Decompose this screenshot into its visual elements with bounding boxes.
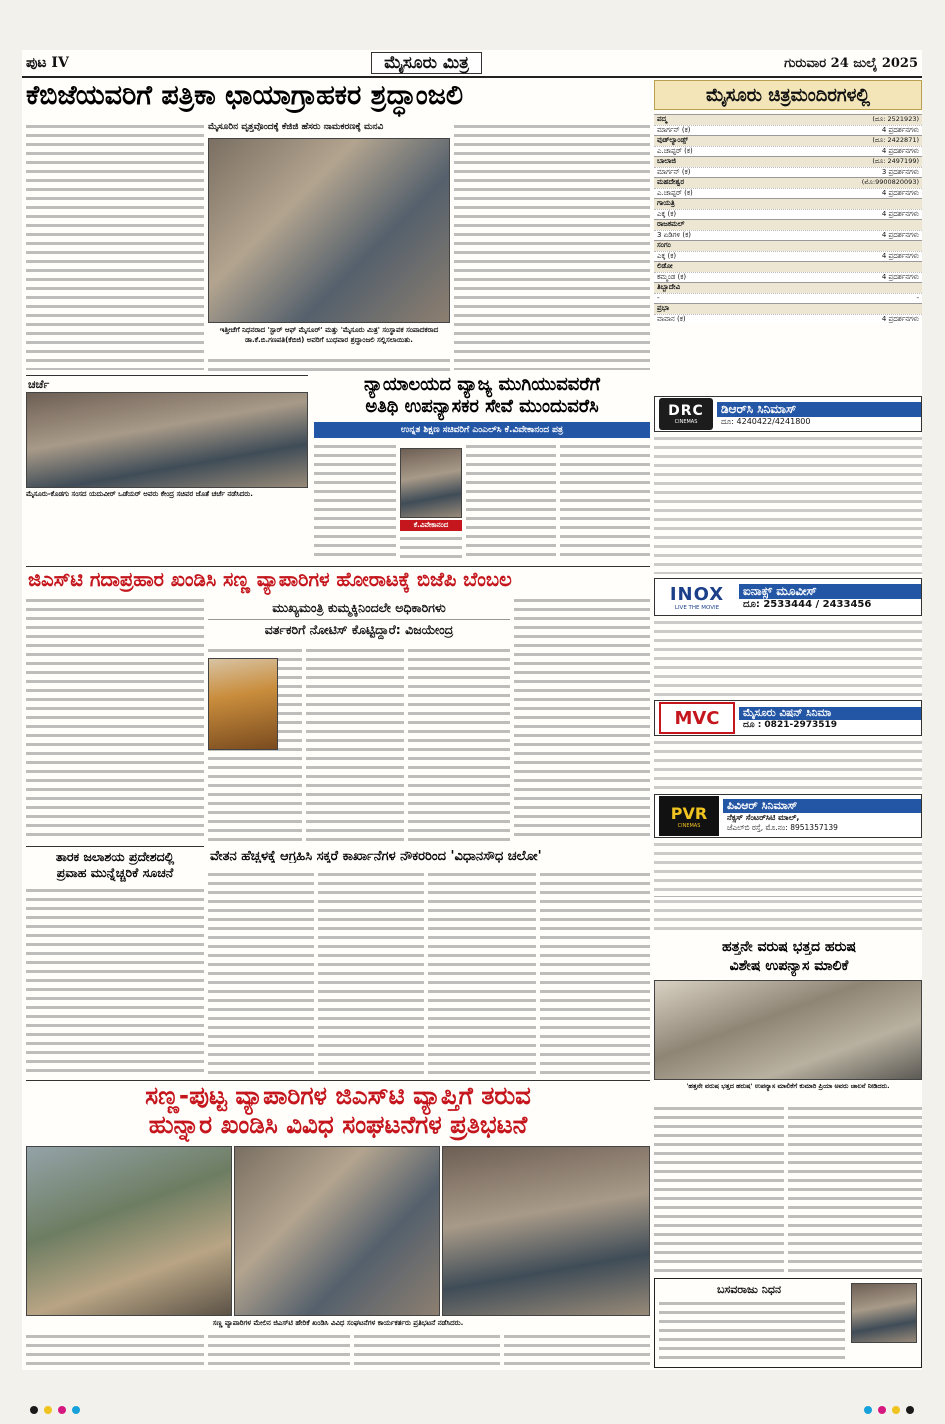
drc-banner bbox=[654, 396, 922, 432]
story1-body-mid bbox=[208, 356, 450, 372]
drc-showtimes bbox=[654, 434, 922, 574]
cinema-show-row: ಎ.ಚಾಪ್ಟರ್ (ಕ) 4 ಪ್ರದರ್ಶನಗಳು bbox=[654, 188, 922, 199]
story7-body-1 bbox=[654, 1104, 784, 1274]
mvc-banner bbox=[654, 700, 922, 736]
page-header bbox=[22, 50, 922, 78]
story6-photo-2 bbox=[234, 1146, 440, 1316]
cinema-theatre-name: ಸಂಗಂ bbox=[654, 240, 922, 251]
obituary-box bbox=[654, 1278, 922, 1368]
story5-body-4 bbox=[540, 870, 650, 1076]
cinema-theatre bbox=[654, 282, 922, 303]
story2-strap: ಉನ್ನತ ಶಿಕ್ಷಣ ಸಚಿವರಿಗೆ ಎಂಎಲ್‌ಸಿ ಕೆ.ವಿವೇಕಾನಂದ ಪತ್ರ bbox=[314, 422, 650, 438]
story2-body-3 bbox=[466, 442, 556, 562]
story1-caption: ಇತ್ತೀಚೆಗೆ ನಿಧನರಾದ 'ಸ್ಟಾರ್ ಆಫ್ ಮೈಸೂರ್' ಮತ್ತು 'ಮೈಸೂರು ಮಿತ್ರ' ಸಂಸ್ಥಾಪಕ ಸಂಪಾದಕರಾದ ಡಾ.ಕೆ.ಬಿ.ಗಣಪತಿ(ಕೆಬಿಜಿ) ಅವರಿಗೆ ಬುಧವಾರ ಶ್ರದ್ಧಾಂಜಲಿ ಸಲ್ಲಿಸಲಾಯಿತು. bbox=[219, 326, 439, 344]
cinema-show-row: ಎಕ್ಕ (ಕ) 4 ಪ್ರದರ್ಶನಗಳು bbox=[654, 209, 922, 220]
drc-name: ಡಿಆರ್‌ಸಿ ಸಿನಿಮಾಸ್ bbox=[717, 402, 921, 417]
story4-headline-1: ತಾರಕ ಜಲಾಶಯ ಪ್ರದೇಶದಲ್ಲಿ bbox=[55, 849, 175, 864]
inox-name: ಐನಾಕ್ಸ್ ಮೂವೀಸ್ bbox=[739, 584, 921, 599]
cinema-theatre-name: ತಿಬ್ಬಾದೇವಿ bbox=[654, 282, 922, 293]
cinema-show-row: ಮಾರ್ಗನ್ (ಕ) 4 ಪ್ರದರ್ಶನಗಳು bbox=[654, 125, 922, 136]
cinema-theatre bbox=[654, 156, 922, 177]
story7-headline-2: ವಿಶೇಷ ಉಪನ್ಯಾಸ ಮಾಲಿಕೆ bbox=[729, 958, 849, 974]
story1-headline: ಕೆಬಿಜೆಯವರಿಗೆ ಪತ್ರಿಕಾ ಛಾಯಾಗ್ರಾಹಕರ ಶ್ರದ್ಧಾಂಜಲಿ bbox=[26, 80, 464, 111]
mvc-phone: ದೂ : 0821-2973519 bbox=[743, 719, 838, 730]
inox-logo: INOX LIVE THE MOVIE bbox=[669, 583, 725, 611]
drc-phone: ದೂ: 4240422/4241800 bbox=[721, 416, 811, 426]
rule bbox=[26, 375, 308, 376]
story4-headline-2: ಪ್ರವಾಹ ಮುನ್ನೆಚ್ಚರಿಕೆ ಸೂಚನೆ bbox=[56, 864, 174, 880]
newspaper-page bbox=[22, 50, 922, 1370]
cinema-theatre-name: ಬಾಲಾಜಿ (ದೂ: 2497199) bbox=[654, 156, 922, 167]
story1-body-right bbox=[454, 122, 650, 370]
story5-headline: ವೇತನ ಹೆಚ್ಚಳಕ್ಕೆ ಆಗ್ರಹಿಸಿ ಸಕ್ಕರೆ ಕಾರ್ಖಾನೆಗಳ ನೌಕರರಿಂದ 'ವಿಧಾನಸೌಧ ಚಲೋ' bbox=[210, 850, 542, 863]
pvr-showtimes bbox=[654, 840, 922, 894]
story7-photo bbox=[654, 980, 922, 1080]
cinema-show-row: 3 ಏಡಿಗಳಿ (ಕ) 4 ಪ್ರದರ್ಶನಗಳು bbox=[654, 230, 922, 241]
inox-phone: ದೂ: 2533444 / 2433456 bbox=[743, 599, 872, 610]
obituary-body bbox=[659, 1299, 845, 1363]
pvr-name: ಪಿವಿಆರ್ ಸಿನಿಮಾಸ್ bbox=[723, 799, 921, 813]
cinema-theatre bbox=[654, 177, 922, 198]
story3-body-3 bbox=[306, 646, 404, 842]
cinema-show-row: - - bbox=[654, 293, 922, 304]
story1-body-left bbox=[26, 122, 204, 370]
story7-body-2 bbox=[788, 1104, 922, 1274]
cinema-show-row: ಎ.ಚಾಪ್ಟರ್ (ಕ) 4 ಪ್ರದರ್ಶನಗಳು bbox=[654, 146, 922, 157]
story1-photo bbox=[208, 138, 450, 323]
cinema-theatre bbox=[654, 240, 922, 261]
story2-body-2 bbox=[400, 534, 462, 562]
cinema-show-row: ಎಕ್ಕ (ಕ) 4 ಪ್ರದರ್ಶನಗಳು bbox=[654, 251, 922, 262]
story3-photo bbox=[208, 658, 278, 750]
cinema-show-row: ವಾವಾನ (ಕ) 4 ಪ್ರದರ್ಶನಗಳು bbox=[654, 314, 922, 325]
cinema-note bbox=[654, 896, 922, 936]
cinema-show-row: ಕಮ್ಮಂಡ (ಕ) 4 ಪ್ರದರ್ಶನಗಳು bbox=[654, 272, 922, 283]
cinema-theatre bbox=[654, 219, 922, 240]
charche-photo bbox=[26, 392, 308, 488]
cinema-theatre-name: ಪದ್ಮ (ದೂ: 2521923) bbox=[654, 114, 922, 125]
story5-body-2 bbox=[318, 870, 424, 1076]
story3-body-1 bbox=[26, 596, 204, 842]
cinema-theatre-name: ಮಹದೇಶ್ವರ (ಮೊ:9900820093) bbox=[654, 177, 922, 188]
masthead: ಮೈಸೂರು ಮಿತ್ರ bbox=[371, 52, 482, 74]
story6-body-2 bbox=[208, 1332, 350, 1368]
pvr-phone: ಜೆಎಲ್‌ಬಿ ರಸ್ತೆ, ಮೊ.ನಂ: 8951357139 bbox=[727, 823, 838, 832]
story4-body bbox=[26, 886, 204, 1076]
story3-headline: ಜಿಎಸ್‌ಟಿ ಗದಾಪ್ರಹಾರ ಖಂಡಿಸಿ ಸಣ್ಣ ವ್ಯಾಪಾರಿಗಳ ಹೋರಾಟಕ್ಕೆ ಬಿಜೆಪಿ ಬೆಂಬಲ bbox=[28, 568, 512, 591]
inox-showtimes bbox=[654, 618, 922, 698]
story5-body-1 bbox=[208, 870, 314, 1076]
story2-headline-2: ಅತಿಥಿ ಉಪನ್ಯಾಸಕರ ಸೇವೆ ಮುಂದುವರೆಸಿ bbox=[365, 396, 599, 417]
story6-photo-3 bbox=[442, 1146, 650, 1316]
story6-caption: ಸಣ್ಣ ವ್ಯಾಪಾರಿಗಳ ಮೇಲಿನ ಜಿಎಸ್‌ಟಿ ಹೇರಿಕೆ ಖಂಡಿಸಿ ವಿವಿಧ ಸಂಘಟನೆಗಳ ಕಾರ್ಯಕರ್ತರು ಪ್ರತಿಭಟನೆ ನಡೆಸಿದರು. bbox=[212, 1319, 464, 1327]
page-number: ಪುಟ IV bbox=[26, 55, 69, 71]
story7-headline-1: ಹತ್ತನೇ ವರುಷ ಭತ್ತದ ಹರುಷ bbox=[722, 939, 856, 955]
story6-body-1 bbox=[26, 1332, 204, 1368]
cinema-list bbox=[654, 114, 922, 394]
story6-headline-2: ಹುನ್ನಾರ ಖಂಡಿಸಿ ವಿವಿಧ ಸಂಘಟನೆಗಳ ಪ್ರತಿಭಟನೆ bbox=[148, 1110, 528, 1139]
story3-body-4 bbox=[408, 646, 510, 842]
cinema-theatre-name: ವುಡ್‌ಲ್ಯಾಂಡ್ಸ್ (ದೂ: 2422871) bbox=[654, 135, 922, 146]
charche-caption: ಮೈಸೂರು-ಕೊಡಗು ಸಂಸದ ಯದುವೀರ್ ಒಡೆಯರ್ ಅವರು ಕೇಂದ್ರ ಸಚಿವರ ಜೊತೆ ಚರ್ಚೆ ನಡೆಸಿದರು. bbox=[26, 490, 253, 498]
registration-dots-left bbox=[30, 1406, 80, 1414]
cinema-theatre-name: ಪ್ರಭಾ bbox=[654, 303, 922, 314]
mvc-name: ಮೈಸೂರು ವಿಷನ್ ಸಿನಿಮಾ bbox=[739, 707, 921, 720]
pvr-banner bbox=[654, 794, 922, 838]
story2-photo bbox=[400, 448, 462, 518]
cinema-theatre-name: ಗಾಯತ್ರಿ bbox=[654, 198, 922, 209]
rule bbox=[26, 566, 650, 567]
registration-dots-right bbox=[864, 1406, 914, 1414]
story1-photo-title: ಮೈಸೂರಿನ ವೃತ್ತವೊಂದಕ್ಕೆ ಕೆಜಿಜಿ ಹೆಸರು ನಾಮಕರಣಕ್ಕೆ ಮನವಿ bbox=[208, 122, 384, 132]
story3-deck-2: ವರ್ತಕರಿಗೆ ನೋಟಿಸ್ ಕೊಟ್ಟಿದ್ದಾರೆ: ವಿಜಯೇಂದ್ರ bbox=[264, 622, 454, 637]
mvc-logo: MVC bbox=[659, 702, 735, 734]
inox-banner bbox=[654, 578, 922, 616]
story6-body-4 bbox=[504, 1332, 650, 1368]
cinema-theatre-name: ರಾಜಕಮಲ್ bbox=[654, 219, 922, 230]
cinema-show-row: ಮಾರ್ಗನ್ (ಕ) 3 ಪ್ರದರ್ಶನಗಳು bbox=[654, 167, 922, 178]
cinema-theatre bbox=[654, 114, 922, 135]
pvr-logo: PVR CINEMAS bbox=[659, 796, 719, 836]
story3-deck-1: ಮುಖ್ಯಮಂತ್ರಿ ಕುಮ್ಮಕ್ಕಿನಿಂದಲೇ ಅಧಿಕಾರಿಗಳು bbox=[208, 600, 510, 620]
story3-body-5 bbox=[514, 596, 650, 842]
drc-logo: DRC CINEMAS bbox=[659, 398, 713, 430]
cinema-theatre bbox=[654, 303, 922, 324]
story6-body-3 bbox=[354, 1332, 500, 1368]
story4-box bbox=[26, 846, 204, 882]
story2-body-1 bbox=[314, 442, 396, 562]
obituary-title: ಬಸವರಾಜು ನಿಧನ bbox=[716, 1283, 782, 1296]
charche-tag: ಚರ್ಚೆ bbox=[28, 378, 50, 391]
cinema-title: ಮೈಸೂರು ಚಿತ್ರಮಂದಿರಗಳಲ್ಲಿ bbox=[654, 80, 922, 110]
cinema-theatre bbox=[654, 135, 922, 156]
story2-body-4 bbox=[560, 442, 650, 562]
story5-body-3 bbox=[428, 870, 536, 1076]
mvc-showtimes bbox=[654, 738, 922, 792]
story2-photo-caption: ಕೆ.ವಿವೇಕಾನಂದ bbox=[400, 520, 462, 531]
cinema-theatre bbox=[654, 198, 922, 219]
cinema-theatre bbox=[654, 261, 922, 282]
story7-caption: 'ಹತ್ತನೇ ವರುಷ ಭತ್ತದ ಹರುಷ' ಉಪನ್ಯಾಸ ಮಾಲಿಕೆಗೆ ಕುಮಾರಿ ಪ್ರಿಯಾ ಅವರು ಚಾಲನೆ ನೀಡಿದರು. bbox=[686, 1082, 890, 1090]
story6-headline-1: ಸಣ್ಣ-ಪುಟ್ಟ ವ್ಯಾಪಾರಿಗಳ ಜಿಎಸ್‌ಟಿ ವ್ಯಾಪ್ತಿಗೆ ತರುವ bbox=[145, 1081, 531, 1110]
obituary-photo bbox=[851, 1283, 917, 1343]
pvr-address: ನೆಕ್ಸಸ್ ಸೆಂಟರ್‌ಸಿಟಿ ಮಾಲ್, bbox=[727, 813, 800, 822]
issue-date: ಗುರುವಾರ 24 ಜುಲೈ 2025 bbox=[784, 55, 918, 71]
story6-photo-1 bbox=[26, 1146, 232, 1316]
cinema-theatre-name: ಲಿಡೋ bbox=[654, 261, 922, 272]
story2-headline-1: ನ್ಯಾಯಾಲಯದ ವ್ಯಾಜ್ಯ ಮುಗಿಯುವವರೆಗೆ bbox=[363, 374, 601, 395]
